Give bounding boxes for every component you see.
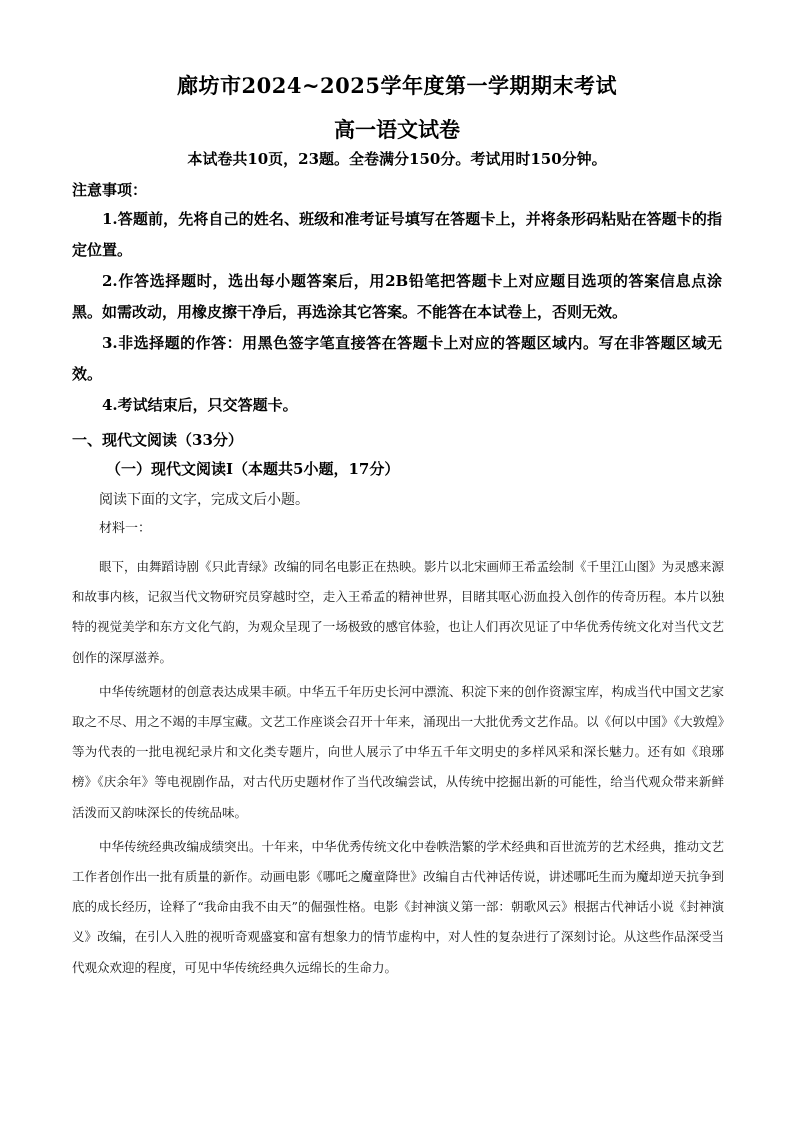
exam-subject: 高一语文试卷	[334, 117, 460, 142]
material-paragraph-2: 中华传统题材的创意表达成果丰硕。中华五千年历史长河中漂流、积淀下来的创作资源宝库，构成当代中国文艺家取之不尽、用之不竭的丰厚宝藏。文艺工作座谈会召开十年来，涌现出一大批优秀文艺作品。以《何以中国》《大敦煌》等为代表的一批电视纪录片和文化类专题片，向世人展示了中华五千年文明史的多样风采和深长魅力。还有如《琅琊榜》《庆余年》等电视剧作品，对古代历史题材作了当代改编尝试，从传统中挖掘出新的可能性，给当代观众带来新鲜活泼而又韵味深长的传统品味。	[72, 683, 725, 820]
material-paragraph-1: 眼下，由舞蹈诗剧《只此青绿》改编的同名电影正在热映。影片以北宋画师王希孟绘制《千里江山图》为灵感来源和故事内核，记叙当代文物研究员穿越时空，走入王希孟的精神世界，目睹其呕心沥血投入创作的传奇历程。本片以独特的视觉美学和东方文化气韵，为观众呈现了一场极致的感官体验，也让人们再次见证了中华优秀传统文化对当代文艺创作的深厚滋养。	[72, 559, 725, 665]
notice-block	[72, 176, 722, 421]
material-label: 材料一：	[99, 521, 152, 536]
notice-item-2: 2.作答选择题时，选出每小题答案后，用2B铅笔把答题卡上对应题目选项的答案信息点涂黑。如需改动，用橡皮擦干净后，再选涂其它答案。不能答在本试卷上，否则无效。	[72, 272, 722, 321]
material-text	[72, 552, 724, 987]
section-modern-reading	[72, 427, 722, 543]
subsection-heading: （一）现代文阅读Ⅰ（本题共5小题，17分）	[106, 460, 400, 478]
notice-item-3: 3.非选择题的作答：用黑色签字笔直接答在答题卡上对应的答题区域内。写在非答题区域无效。	[72, 334, 722, 383]
notice-heading: 注意事项：	[72, 181, 148, 199]
notice-item-4: 4.考试结束后，只交答题卡。	[102, 396, 298, 414]
material-paragraph-3: 中华传统经典改编成绩突出。十年来，中华优秀传统文化中卷帙浩繁的学术经典和百世流芳的艺术经典，推动文艺工作者创作出一批有质量的新作。动画电影《哪吒之魔童降世》改编自古代神话传说，讲述哪吒生而为魔却逆天抗争到底的成长经历，诠释了“我命由我不由天”的倔强性格。电影《封神演义第一部：朝歌风云》根据古代神话小说《封神演义》改编，在引人入胜的视听奇观盛宴和富有想象力的情节虚构中，对人性的复杂进行了深刻讨论。从这些作品深受当代观众欢迎的程度，可见中华传统经典久远绵长的生命力。	[72, 838, 725, 975]
reading-instruction: 阅读下面的文字，完成文后小题。	[99, 492, 309, 508]
exam-summary: 本试卷共10页，23题。全卷满分150分。考试用时150分钟。	[187, 150, 607, 168]
notice-item-1: 1.答题前，先将自己的姓名、班级和准考证号填写在答题卡上，并将条形码粘贴在答题卡的指定位置。	[72, 210, 722, 259]
section-heading: 一、现代文阅读（33分）	[72, 431, 243, 449]
exam-title: 廊坊市2024~2025学年度第一学期期末考试	[177, 73, 617, 98]
